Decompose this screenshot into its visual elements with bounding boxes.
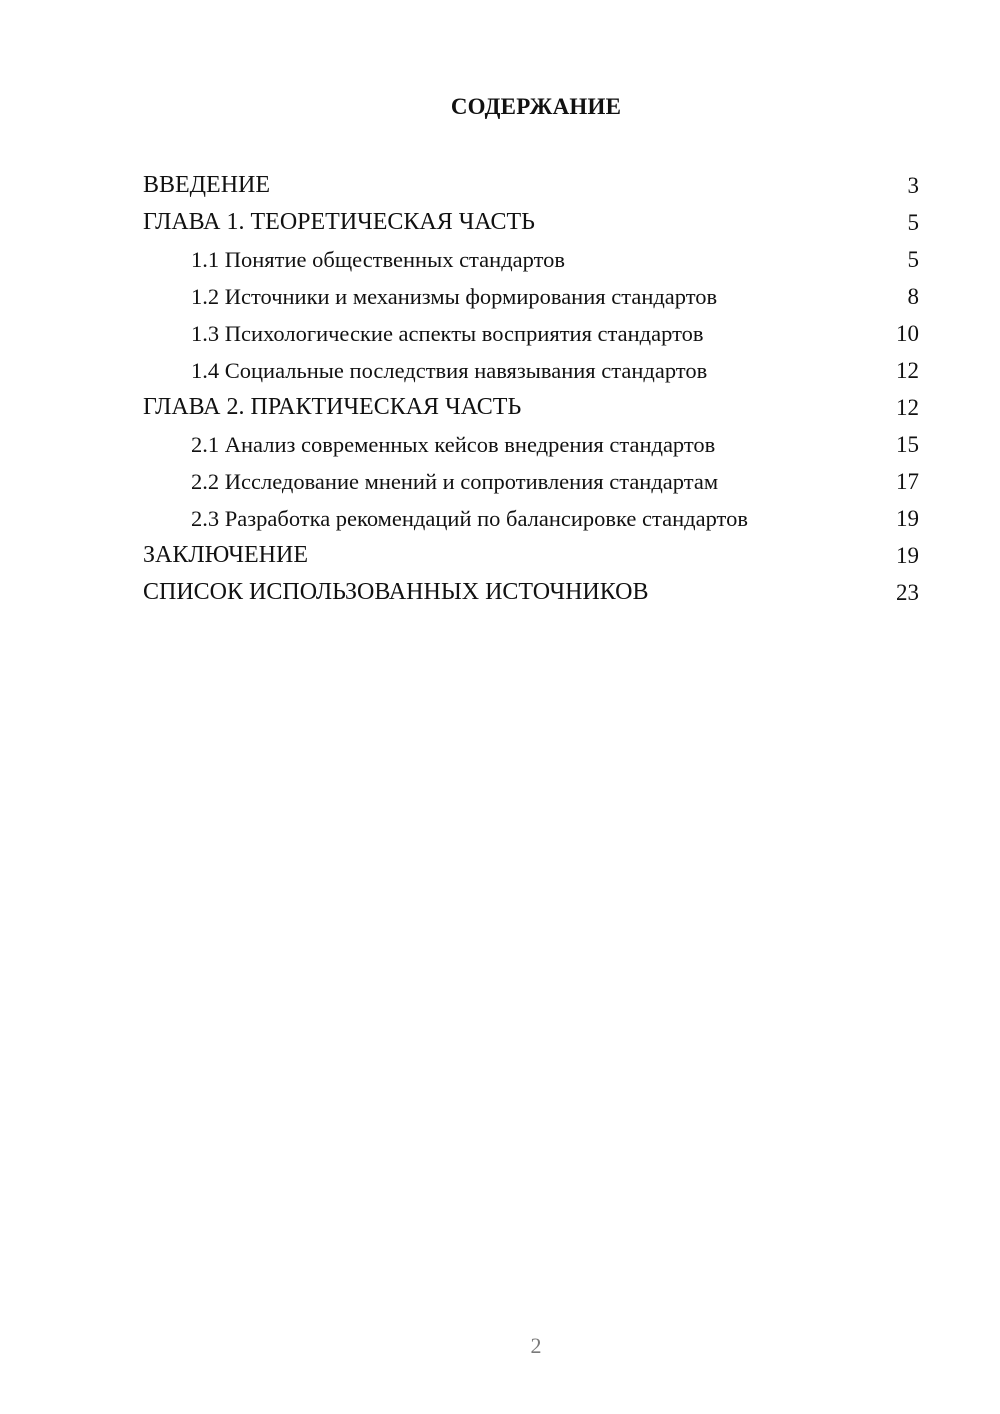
- toc-entry-label: 2.3 Разработка рекомендаций по балансировке стандартов: [191, 506, 748, 531]
- toc-entry-page: 19: [896, 543, 919, 568]
- toc-entry-section-1-1: [143, 241, 919, 278]
- toc-entry-page: 10: [896, 321, 919, 346]
- toc-entry-page: 19: [896, 506, 919, 531]
- toc-entry-section-1-2: [143, 278, 919, 315]
- toc-entry-chapter-1: [143, 204, 919, 241]
- toc-entry-page: 15: [896, 432, 919, 457]
- toc-entry-section-2-1: [143, 426, 919, 463]
- toc-entry-chapter-2: [143, 389, 919, 426]
- toc-entry-page: 23: [896, 580, 919, 605]
- toc-entry-section-1-3: [143, 315, 919, 352]
- toc-entry-label: ЗАКЛЮЧЕНИЕ: [143, 542, 308, 568]
- toc-entry-label: ГЛАВА 1. ТЕОРЕТИЧЕСКАЯ ЧАСТЬ: [143, 209, 535, 235]
- toc-entry-label: 1.2 Источники и механизмы формирования стандартов: [191, 284, 718, 309]
- toc-entry-page: 17: [896, 469, 919, 494]
- toc-entry-page: 8: [907, 284, 919, 309]
- toc-entry-conclusion: [143, 537, 919, 574]
- toc-entry-section-2-3: [143, 500, 919, 537]
- toc-entry-label: 1.3 Психологические аспекты восприятия стандартов: [191, 321, 704, 346]
- page-title: СОДЕРЖАНИЕ: [450, 94, 622, 119]
- page-number: 2: [530, 1333, 542, 1358]
- toc-entry-label: 2.1 Анализ современных кейсов внедрения стандартов: [191, 432, 716, 457]
- toc-entry-section-1-4: [143, 352, 919, 389]
- toc-entry-references: [143, 574, 919, 611]
- toc-entry-label: 1.1 Понятие общественных стандартов: [191, 247, 565, 272]
- toc-entry-page: 12: [896, 358, 919, 383]
- toc-entry-label: ВВЕДЕНИЕ: [143, 172, 271, 198]
- toc-entry-page: 12: [896, 395, 919, 420]
- toc-entry-label: 2.2 Исследование мнений и сопротивления стандартам: [191, 469, 719, 494]
- toc-entry-page: 5: [907, 210, 919, 235]
- table-of-contents: [143, 167, 919, 611]
- toc-entry-page: 5: [907, 247, 919, 272]
- toc-entry-page: 3: [907, 173, 919, 198]
- toc-entry-section-2-2: [143, 463, 919, 500]
- toc-entry-label: ГЛАВА 2. ПРАКТИЧЕСКАЯ ЧАСТЬ: [143, 394, 522, 420]
- toc-entry-label: СПИСОК ИСПОЛЬЗОВАННЫХ ИСТОЧНИКОВ: [143, 579, 649, 605]
- toc-entry-introduction: [143, 167, 919, 204]
- toc-entry-label: 1.4 Социальные последствия навязывания стандартов: [191, 358, 708, 383]
